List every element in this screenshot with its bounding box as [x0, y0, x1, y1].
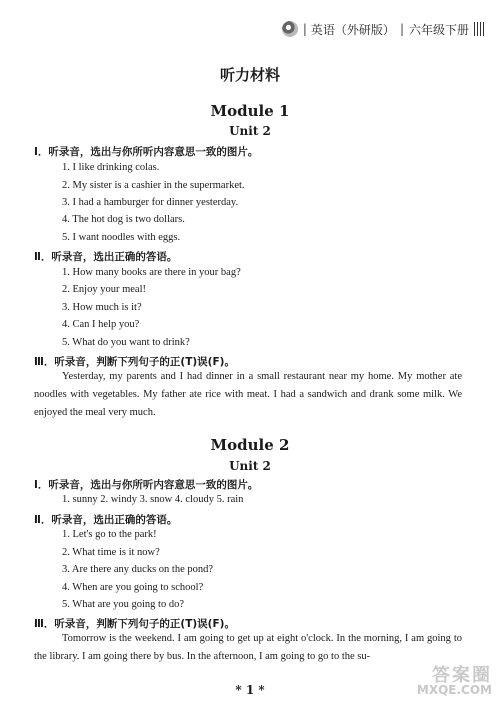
list-item: 3. I had a hamburger for dinner yesterday.: [62, 197, 239, 208]
page-number: * 1 *: [235, 683, 265, 697]
header-grade: 六年级下册: [408, 22, 469, 37]
list-item: 4. Can I help you?: [62, 319, 140, 330]
section-heading: Ⅱ．听录音，选出正确的答语。: [34, 514, 178, 526]
list-item: 2. What time is it now?: [62, 547, 160, 558]
header-barcode-icon: [474, 22, 484, 36]
watermark-en: MXQE.COM: [416, 683, 492, 697]
list-item: 1. I like drinking colas.: [62, 162, 160, 173]
list-item: 2. My sister is a cashier in the supermarket.: [62, 180, 245, 191]
list-item: 1. sunny 2. windy 3. snow 4. cloudy 5. rain: [62, 494, 244, 505]
section-heading: Ⅱ．听录音，选出正确的答语。: [34, 251, 178, 263]
section-heading: Ⅰ．听录音，选出与你所听内容意思一致的图片。: [34, 479, 259, 491]
header-separator: |: [302, 22, 306, 36]
module-title: Module 2: [210, 436, 290, 454]
section-heading: Ⅲ．听录音，判断下列句子的正(T)误(F)。: [34, 356, 235, 368]
section-heading: Ⅲ．听录音，判断下列句子的正(T)误(F)。: [34, 618, 235, 630]
site-watermark: [416, 665, 492, 697]
unit-title: Unit 2: [229, 459, 271, 473]
watermark-cn: 答案圈: [432, 665, 492, 686]
list-item: 4. The hot dog is two dollars.: [62, 214, 185, 225]
header-subject: 英语（外研版）: [310, 22, 395, 37]
listening-paragraph: Tomorrow is the weekend. I am going to get up at eight o'clock. In the morning, I am going to the library. I am going there by bus. In the afternoon, I am going to go to the su-: [34, 633, 462, 662]
header-separator: |: [399, 22, 404, 36]
module-title: Module 1: [210, 102, 290, 120]
list-item: 5. What do you want to drink?: [62, 337, 190, 348]
page-title: 听力材料: [219, 66, 280, 84]
section-heading: Ⅰ．听录音，选出与你所听内容意思一致的图片。: [34, 146, 259, 158]
publisher-logo-icon: [282, 21, 298, 37]
list-item: 1. Let's go to the park!: [62, 529, 157, 540]
list-item: 3. How much is it?: [62, 302, 142, 313]
listening-paragraph: Yesterday, my parents and I had dinner in a small restaurant near my home. My mother ate noodles with vegetables. My father ate rice with meat. I had a sandwich and drank some milk. We enjoyed the meal very much.: [34, 371, 462, 418]
list-item: 2. Enjoy your meal!: [62, 284, 146, 295]
unit-title: Unit 2: [229, 124, 271, 138]
list-item: 1. How many books are there in your bag?: [62, 267, 241, 278]
list-item: 5. I want noodles with eggs.: [62, 232, 181, 243]
list-item: 5. What are you going to do?: [62, 599, 184, 610]
list-item: 4. When are you going to school?: [62, 582, 204, 593]
list-item: 3. Are there any ducks on the pond?: [62, 564, 214, 575]
running-header: [282, 18, 484, 40]
